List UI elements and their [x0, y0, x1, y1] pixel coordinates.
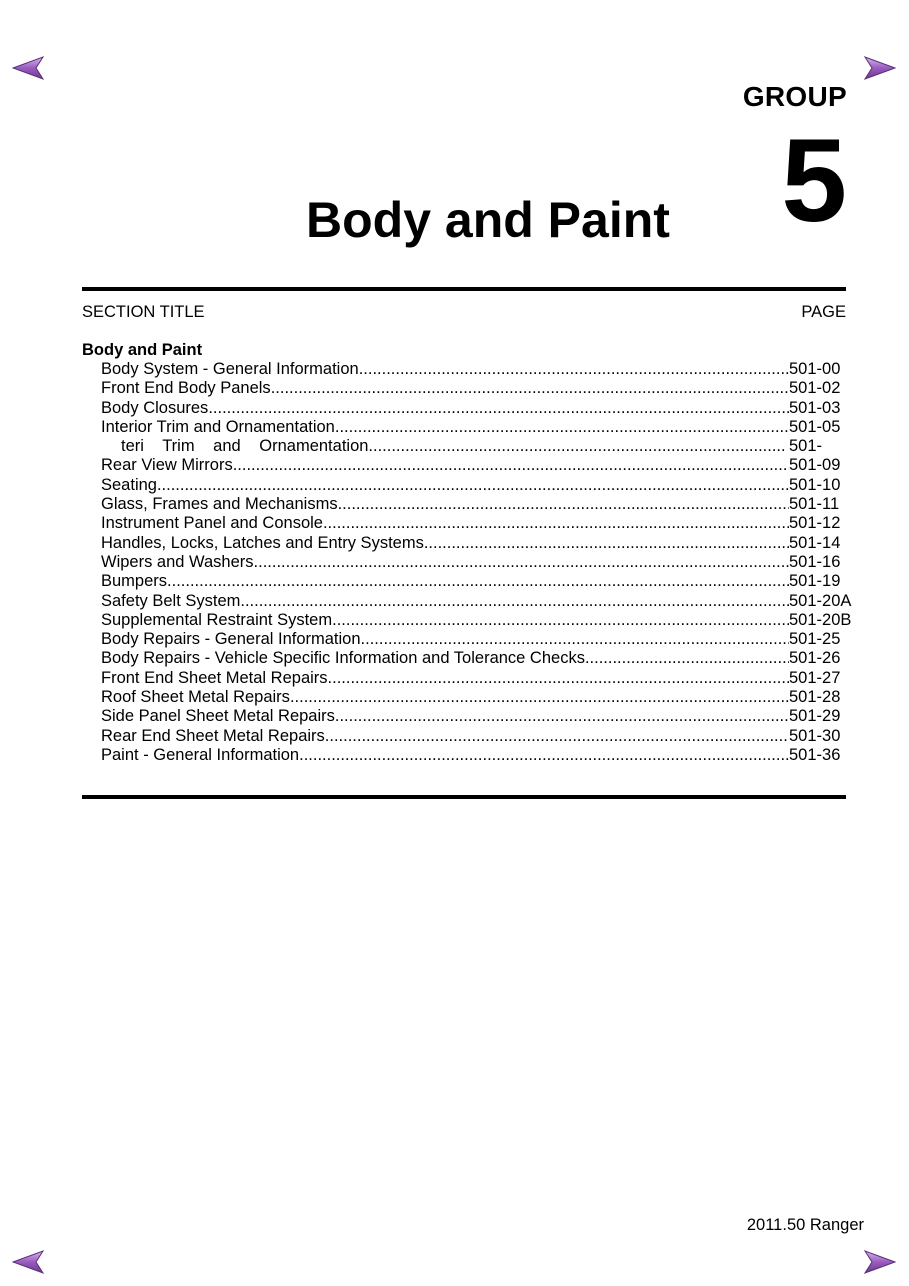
- left-arrow-icon: [12, 56, 44, 80]
- toc-entry-title: Rear View Mirrors: [101, 456, 233, 475]
- right-arrow-icon: [864, 56, 896, 80]
- toc-entry[interactable]: [101, 610, 852, 630]
- section-title-header: SECTION TITLE: [82, 303, 205, 321]
- toc-entry-title: Glass, Frames and Mechanisms: [101, 495, 338, 514]
- toc-leader: [338, 495, 789, 514]
- toc-entry[interactable]: [101, 630, 846, 649]
- toc-entry[interactable]: [101, 360, 846, 379]
- toc-entry[interactable]: [101, 572, 846, 591]
- toc-leader: [233, 456, 789, 475]
- toc-entry[interactable]: [101, 591, 852, 611]
- toc-entry-title: Front End Body Panels: [101, 379, 271, 398]
- toc-entry[interactable]: [101, 495, 846, 514]
- toc-entry-page: 501-09: [789, 456, 841, 475]
- bottom-divider: [82, 795, 846, 799]
- toc-leader: [361, 630, 789, 649]
- page-title: Body and Paint: [306, 192, 670, 248]
- toc-entry-title: teri Trim and Ornamentation: [101, 437, 368, 456]
- toc-entry-page: 501-26: [789, 649, 841, 668]
- toc-entry-page: 501-03: [789, 398, 841, 417]
- group-heading: Body and Paint: [82, 341, 203, 359]
- right-arrow-icon: [864, 1250, 896, 1274]
- toc-entry-page: 501-27: [789, 668, 841, 687]
- toc-leader: [299, 746, 789, 765]
- toc-entry[interactable]: [101, 553, 846, 572]
- toc-entry[interactable]: [101, 534, 846, 553]
- toc-entry-page: 501-30: [789, 726, 841, 745]
- toc-entry-title: Instrument Panel and Console: [101, 514, 323, 533]
- toc-entry-page: 501-20A: [789, 591, 852, 610]
- toc-entry-title: Side Panel Sheet Metal Repairs: [101, 707, 335, 726]
- toc-entry-title: Roof Sheet Metal Repairs: [101, 688, 290, 707]
- toc-leader: [328, 669, 789, 688]
- toc-entry-page: 501-14: [789, 533, 841, 552]
- toc-entry-title: Paint - General Information: [101, 745, 300, 764]
- prev-page-button-top[interactable]: [12, 56, 44, 80]
- toc-entry[interactable]: [101, 437, 846, 456]
- toc-leader: [325, 727, 789, 746]
- page-header: PAGE: [801, 303, 846, 321]
- toc-entry[interactable]: [101, 379, 846, 398]
- toc-entry-title: Rear End Sheet Metal Repairs: [101, 726, 325, 745]
- toc-entry[interactable]: [101, 688, 846, 707]
- toc-leader: [254, 553, 789, 572]
- toc-entry-title: Body Repairs - General Information: [101, 630, 361, 649]
- top-divider: [82, 287, 846, 291]
- toc-leader: [335, 707, 789, 726]
- toc-leader: [585, 649, 789, 668]
- toc-entry-page: 501-28: [789, 688, 841, 707]
- toc-entry[interactable]: [101, 727, 846, 746]
- toc-leader: [332, 611, 789, 630]
- toc-entry-title: Body System - General Information: [101, 360, 359, 378]
- table-of-contents: [101, 360, 852, 765]
- toc-entry-page: 501-36: [789, 745, 841, 764]
- next-page-button-bottom[interactable]: [864, 1250, 896, 1274]
- toc-entry[interactable]: [101, 669, 846, 688]
- toc-entry-title: Safety Belt System: [101, 591, 241, 610]
- toc-entry-page: 501-29: [789, 707, 841, 726]
- toc-entry[interactable]: [101, 456, 846, 475]
- left-arrow-icon: [12, 1250, 44, 1274]
- toc-entry-page: 501-05: [789, 417, 841, 436]
- next-page-button-top[interactable]: [864, 56, 896, 80]
- toc-entry[interactable]: [101, 418, 846, 437]
- toc-entry[interactable]: [101, 514, 846, 533]
- toc-leader: [290, 688, 789, 707]
- toc-entry[interactable]: [101, 649, 846, 668]
- group-number: 5: [781, 115, 847, 247]
- toc-leader: [271, 379, 789, 398]
- toc-entry[interactable]: [101, 399, 846, 418]
- toc-entry-page: 501-16: [789, 552, 841, 571]
- toc-entry-page: 501-11: [789, 495, 840, 514]
- toc-entry-page: 501-: [789, 437, 823, 456]
- toc-entry[interactable]: [101, 476, 846, 495]
- toc-leader: [359, 360, 789, 379]
- toc-entry-title: Body Closures: [101, 398, 209, 417]
- toc-entry-title: Bumpers: [101, 572, 168, 591]
- toc-entry-title: Supplemental Restraint System: [101, 610, 333, 629]
- toc-entry-page: 501-20B: [789, 610, 852, 629]
- toc-entry-title: Seating: [101, 475, 157, 494]
- toc-leader: [240, 592, 789, 611]
- toc-entry[interactable]: [101, 707, 846, 726]
- toc-leader: [424, 534, 789, 553]
- toc-entry-title: Front End Sheet Metal Repairs: [101, 668, 328, 687]
- toc-entry-page: 501-02: [789, 379, 841, 398]
- toc-entry-title: Wipers and Washers: [101, 552, 254, 571]
- toc-entry[interactable]: [101, 746, 846, 765]
- toc-leader: [157, 476, 789, 495]
- toc-entry-page: 501-12: [789, 514, 841, 533]
- toc-entry-title: Handles, Locks, Latches and Entry Systems: [101, 533, 424, 552]
- prev-page-button-bottom[interactable]: [12, 1250, 44, 1274]
- toc-entry-page: 501-25: [789, 630, 841, 649]
- toc-leader: [368, 437, 787, 456]
- toc-entry-page: 501-10: [789, 475, 841, 494]
- toc-entry-title: Interior Trim and Ornamentation: [101, 417, 335, 436]
- toc-leader: [335, 418, 789, 437]
- group-label: GROUP: [742, 81, 847, 112]
- toc-leader: [323, 514, 789, 533]
- footer-model: 2011.50 Ranger: [746, 1216, 864, 1234]
- toc-entry-title: Body Repairs - Vehicle Specific Information and Tolerance Checks: [101, 649, 585, 668]
- toc-entry-page: 501-00: [789, 360, 841, 378]
- toc-leader: [167, 572, 789, 591]
- toc-entry-page: 501-19: [789, 572, 841, 591]
- toc-leader: [208, 399, 789, 418]
